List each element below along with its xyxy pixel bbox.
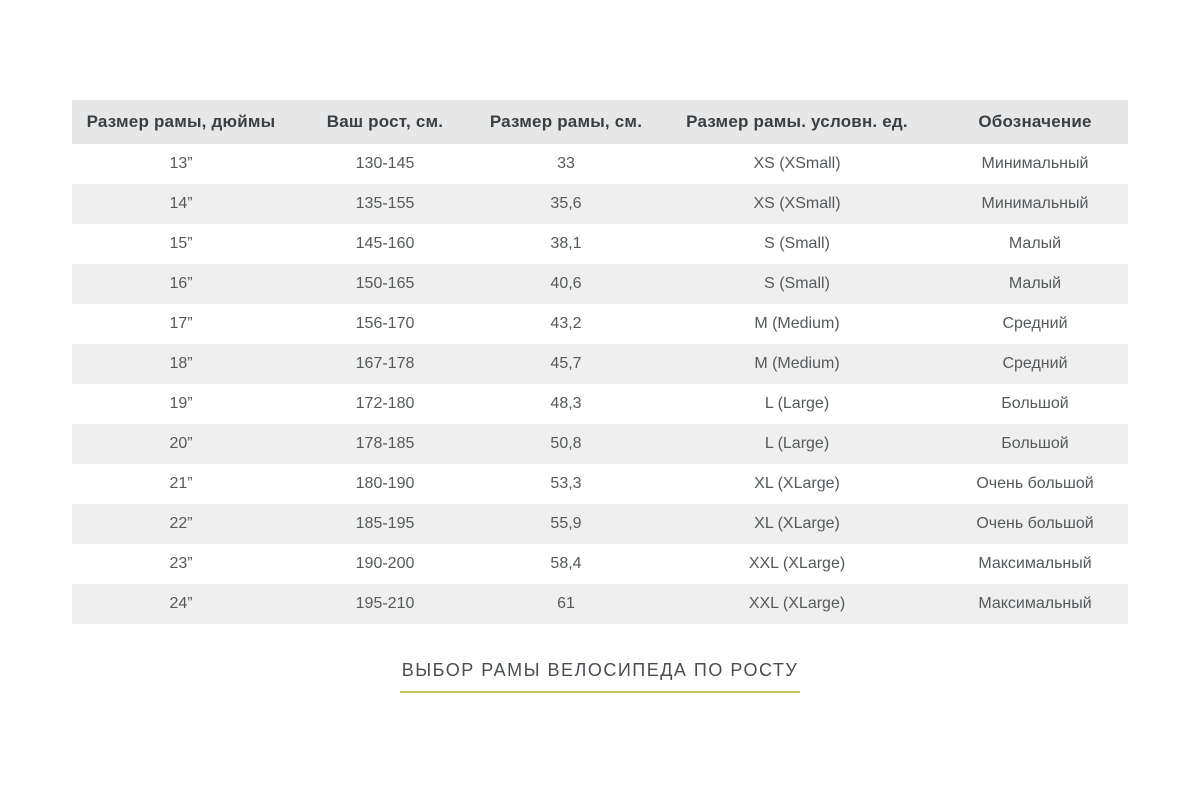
table-row [72,384,1128,424]
table-cell: 23” [72,544,290,584]
table-cell: 14” [72,184,290,224]
table-cell: Очень большой [942,504,1128,544]
table-cell: 180-190 [290,464,480,504]
caption-wrap [0,660,1200,693]
table-cell: 20” [72,424,290,464]
table-cell: S (Small) [652,224,942,264]
table-cell: Средний [942,344,1128,384]
table-cell: XXL (XLarge) [652,584,942,624]
table-cell: 18” [72,344,290,384]
table-cell: XS (XSmall) [652,144,942,184]
table-cell: 45,7 [480,344,652,384]
table-cell: 167-178 [290,344,480,384]
table-cell: XS (XSmall) [652,184,942,224]
table-cell: Малый [942,224,1128,264]
table-cell: Большой [942,424,1128,464]
bike-frame-size-table [72,100,1128,624]
table-cell: M (Medium) [652,304,942,344]
table-row [72,304,1128,344]
table-cell: 33 [480,144,652,184]
table-row [72,264,1128,304]
table-row [72,504,1128,544]
table-cell: 61 [480,584,652,624]
table-row [72,424,1128,464]
table-header-row [72,100,1128,144]
table-cell: Большой [942,384,1128,424]
table-caption: ВЫБОР РАМЫ ВЕЛОСИПЕДА ПО РОСТУ [400,660,801,693]
table-cell: M (Medium) [652,344,942,384]
table-row [72,584,1128,624]
table-cell: 135-155 [290,184,480,224]
column-header-frame-size-units: Размер рамы. условн. ед. [652,100,942,144]
table-row [72,224,1128,264]
table-cell: 58,4 [480,544,652,584]
table-body [72,144,1128,624]
table-cell: 145-160 [290,224,480,264]
table-cell: 190-200 [290,544,480,584]
table-cell: 15” [72,224,290,264]
table-cell: 185-195 [290,504,480,544]
frame-size-table-section [72,100,1128,624]
table-cell: Малый [942,264,1128,304]
table-row [72,184,1128,224]
table-cell: Средний [942,304,1128,344]
column-header-designation: Обозначение [942,100,1128,144]
table-row [72,464,1128,504]
table-cell: 156-170 [290,304,480,344]
table-cell: 150-165 [290,264,480,304]
table-row [72,344,1128,384]
table-cell: 48,3 [480,384,652,424]
table-cell: 53,3 [480,464,652,504]
table-cell: 43,2 [480,304,652,344]
table-cell: 50,8 [480,424,652,464]
table-cell: L (Large) [652,424,942,464]
table-cell: S (Small) [652,264,942,304]
table-row [72,144,1128,184]
table-cell: Минимальный [942,144,1128,184]
table-cell: Максимальный [942,544,1128,584]
table-cell: 55,9 [480,504,652,544]
table-cell: 24” [72,584,290,624]
table-cell: 172-180 [290,384,480,424]
table-cell: 178-185 [290,424,480,464]
column-header-frame-size-inches: Размер рамы, дюймы [72,100,290,144]
table-row [72,544,1128,584]
table-cell: 130-145 [290,144,480,184]
table-cell: 19” [72,384,290,424]
table-cell: 13” [72,144,290,184]
table-cell: 38,1 [480,224,652,264]
table-cell: L (Large) [652,384,942,424]
table-cell: 195-210 [290,584,480,624]
table-cell: 21” [72,464,290,504]
table-cell: Очень большой [942,464,1128,504]
table-cell: XXL (XLarge) [652,544,942,584]
table-cell: 35,6 [480,184,652,224]
table-cell: XL (XLarge) [652,504,942,544]
column-header-frame-size-cm: Размер рамы, см. [480,100,652,144]
table-cell: XL (XLarge) [652,464,942,504]
table-cell: 22” [72,504,290,544]
column-header-your-height-cm: Ваш рост, см. [290,100,480,144]
table-cell: 17” [72,304,290,344]
table-cell: Максимальный [942,584,1128,624]
table-cell: Минимальный [942,184,1128,224]
table-cell: 40,6 [480,264,652,304]
table-cell: 16” [72,264,290,304]
